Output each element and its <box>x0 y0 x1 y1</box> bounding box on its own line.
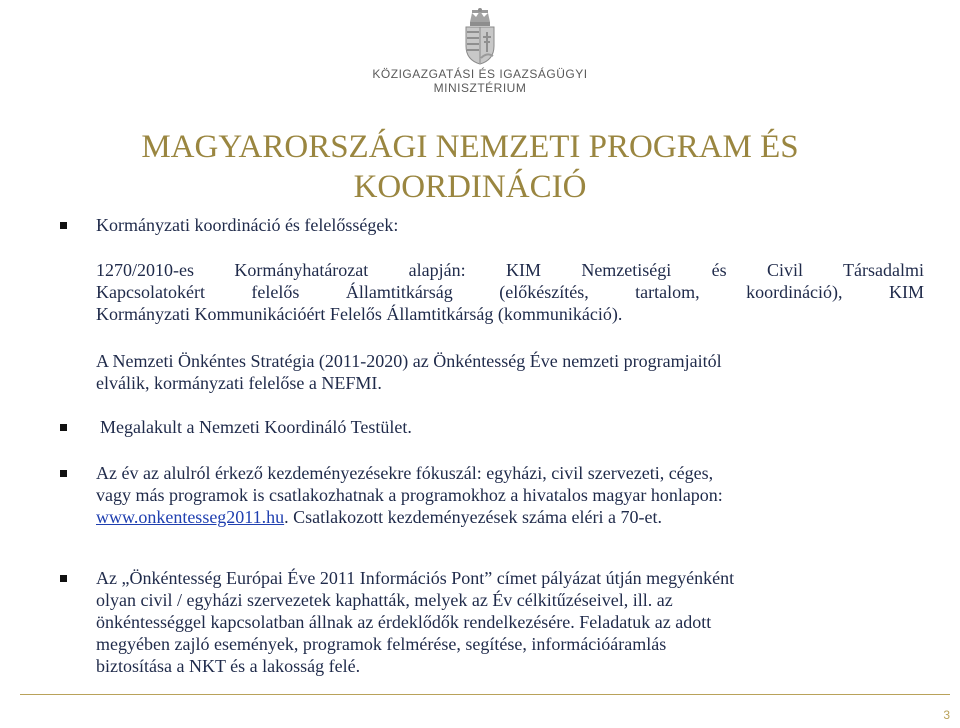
bullet-text: Kormányzati koordináció és felelősségek: <box>96 215 399 235</box>
bullet-text-line: olyan civil / egyházi szervezetek kaphatták, melyek az Év célkitűzéseivel, ill. az <box>96 590 673 610</box>
bullet-text-line: Az „Önkéntesség Európai Éve 2011 Információs Pont” címet pályázat útján megyénként <box>96 568 735 588</box>
paragraph-volunteer-strategy <box>96 350 924 394</box>
slide-title <box>0 127 940 207</box>
page-number: 3 <box>943 708 950 722</box>
ministry-name-line2: MINISZTÉRIUM <box>433 81 527 95</box>
slide-title-line2: KOORDINÁCIÓ <box>353 169 587 205</box>
paragraph-line: Kormányzati Kommunikációért Felelős Államtitkárság (kommunikáció). <box>96 304 623 324</box>
bullet-text-rest: . Csatlakozott kezdeményezések száma eléri a 70-et. <box>284 507 662 527</box>
bullet-item-committee <box>100 416 920 438</box>
paragraph-line: 1270/2010-es Kormányhatározat alapján: KIM Nemzetiségi és Civil Társadalmi <box>96 260 924 280</box>
website-link[interactable]: www.onkentesseg2011.hu <box>96 507 285 527</box>
bullet-text-line: önkéntességgel kapcsolatban állnak az érdeklődők rendelkezésére. Feladatuk az adott <box>96 612 712 632</box>
bullet-item-coordination <box>96 214 926 236</box>
hungarian-coat-of-arms-icon <box>461 8 499 66</box>
ministry-name <box>360 67 600 95</box>
paragraph-line: A Nemzeti Önkéntes Stratégia (2011-2020) az Önkéntesség Éve nemzeti programjaitól <box>96 351 722 371</box>
bullet-text-line: biztosítása a NKT és a lakosság felé. <box>96 656 361 676</box>
slide-title-line1: MAGYARORSZÁGI NEMZETI PROGRAM ÉS <box>141 129 799 165</box>
bullet-item-info-point <box>96 567 924 677</box>
footer-divider <box>20 694 950 695</box>
bullet-item-initiatives <box>96 462 924 528</box>
bullet-marker <box>60 575 67 582</box>
bullet-marker <box>60 222 67 229</box>
bullet-text-line: Az év az alulról érkező kezdeményezésekre fókuszál: egyházi, civil szervezeti, céges, <box>96 463 714 483</box>
paragraph-line: Kapcsolatokért felelős Államtitkárság (előkészítés, tartalom, koordináció), KIM <box>96 282 924 302</box>
bullet-marker <box>60 470 67 477</box>
bullet-text-line: megyében zajló események, programok felmérése, segítése, információáramlás <box>96 634 667 654</box>
bullet-text-line <box>96 506 924 528</box>
header <box>0 4 960 114</box>
paragraph-government-decision <box>96 259 924 325</box>
ministry-name-line1: KÖZIGAZGATÁSI ÉS IGAZSÁGÜGYI <box>372 67 588 81</box>
paragraph-line: elválik, kormányzati felelőse a NEFMI. <box>96 373 382 393</box>
bullet-marker <box>60 424 67 431</box>
bullet-text: Megalakult a Nemzeti Koordináló Testület. <box>100 417 412 437</box>
bullet-text-line: vagy más programok is csatlakozhatnak a programokhoz a hivatalos magyar honlapon: <box>96 485 723 505</box>
